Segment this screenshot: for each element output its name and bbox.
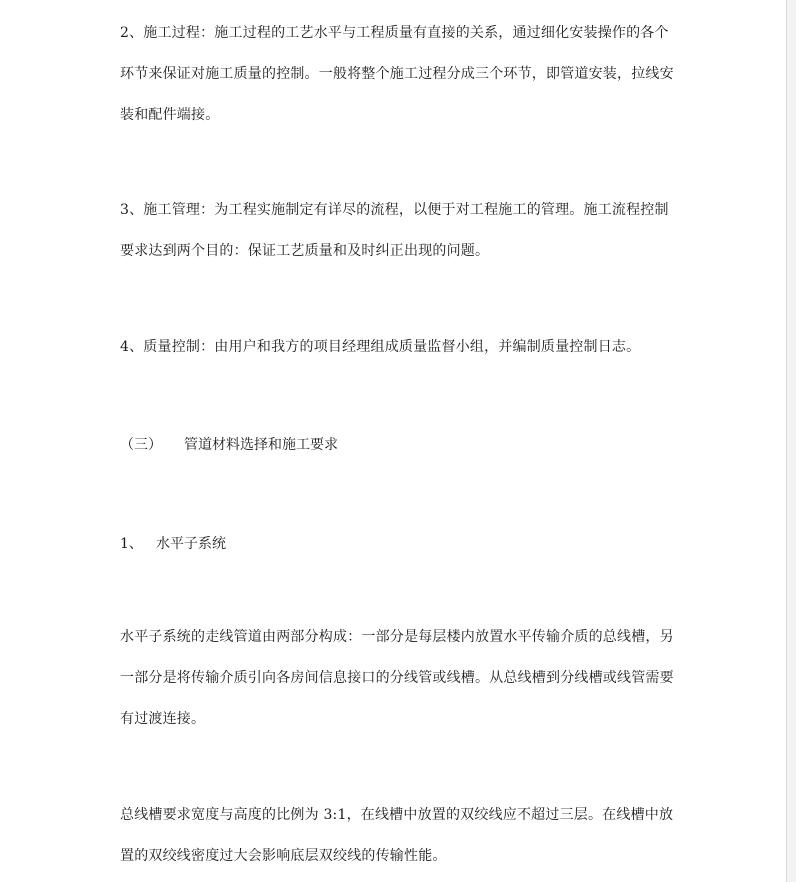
paragraph-construction-management: 3、施工管理：为工程实施制定有详尽的流程，以便于对工程施工的管理。施工流程控制要求达到两个目的：保证工艺质量和及时纠正出现的问题。	[120, 202, 669, 259]
page-edge	[786, 0, 796, 882]
section-heading-number: （三）	[120, 437, 162, 453]
paragraph-trunk-trough: 总线槽要求宽度与高度的比例为 3:1，在线槽中放置的双绞线应不超过三层。在线槽中放置的双绞线密度过大会影响底层双绞线的传输性能。	[120, 807, 674, 864]
paragraph-horizontal-subsystem: 水平子系统的走线管道由两部分构成：一部分是每层楼内放置水平传输介质的总线槽，另一部分是将传输介质引向各房间信息接口的分线管或线槽。从总线槽到分线槽或线管需要有过渡连接。	[120, 629, 674, 727]
sub-heading-number: 1、	[120, 536, 143, 552]
paragraph-construction-process: 2、施工过程：施工过程的工艺水平与工程质量有直接的关系，通过细化安装操作的各个环节来保证对施工质量的控制。一般将整个施工过程分成三个环节，即管道安装，拉线安装和配件端接。	[120, 25, 674, 123]
paragraph-quality-control: 4、质量控制：由用户和我方的项目经理组成质量监督小组，并编制质量控制日志。	[120, 339, 641, 355]
sub-heading-title: 水平子系统	[156, 536, 226, 552]
section-heading-title: 管道材料选择和施工要求	[184, 437, 338, 453]
